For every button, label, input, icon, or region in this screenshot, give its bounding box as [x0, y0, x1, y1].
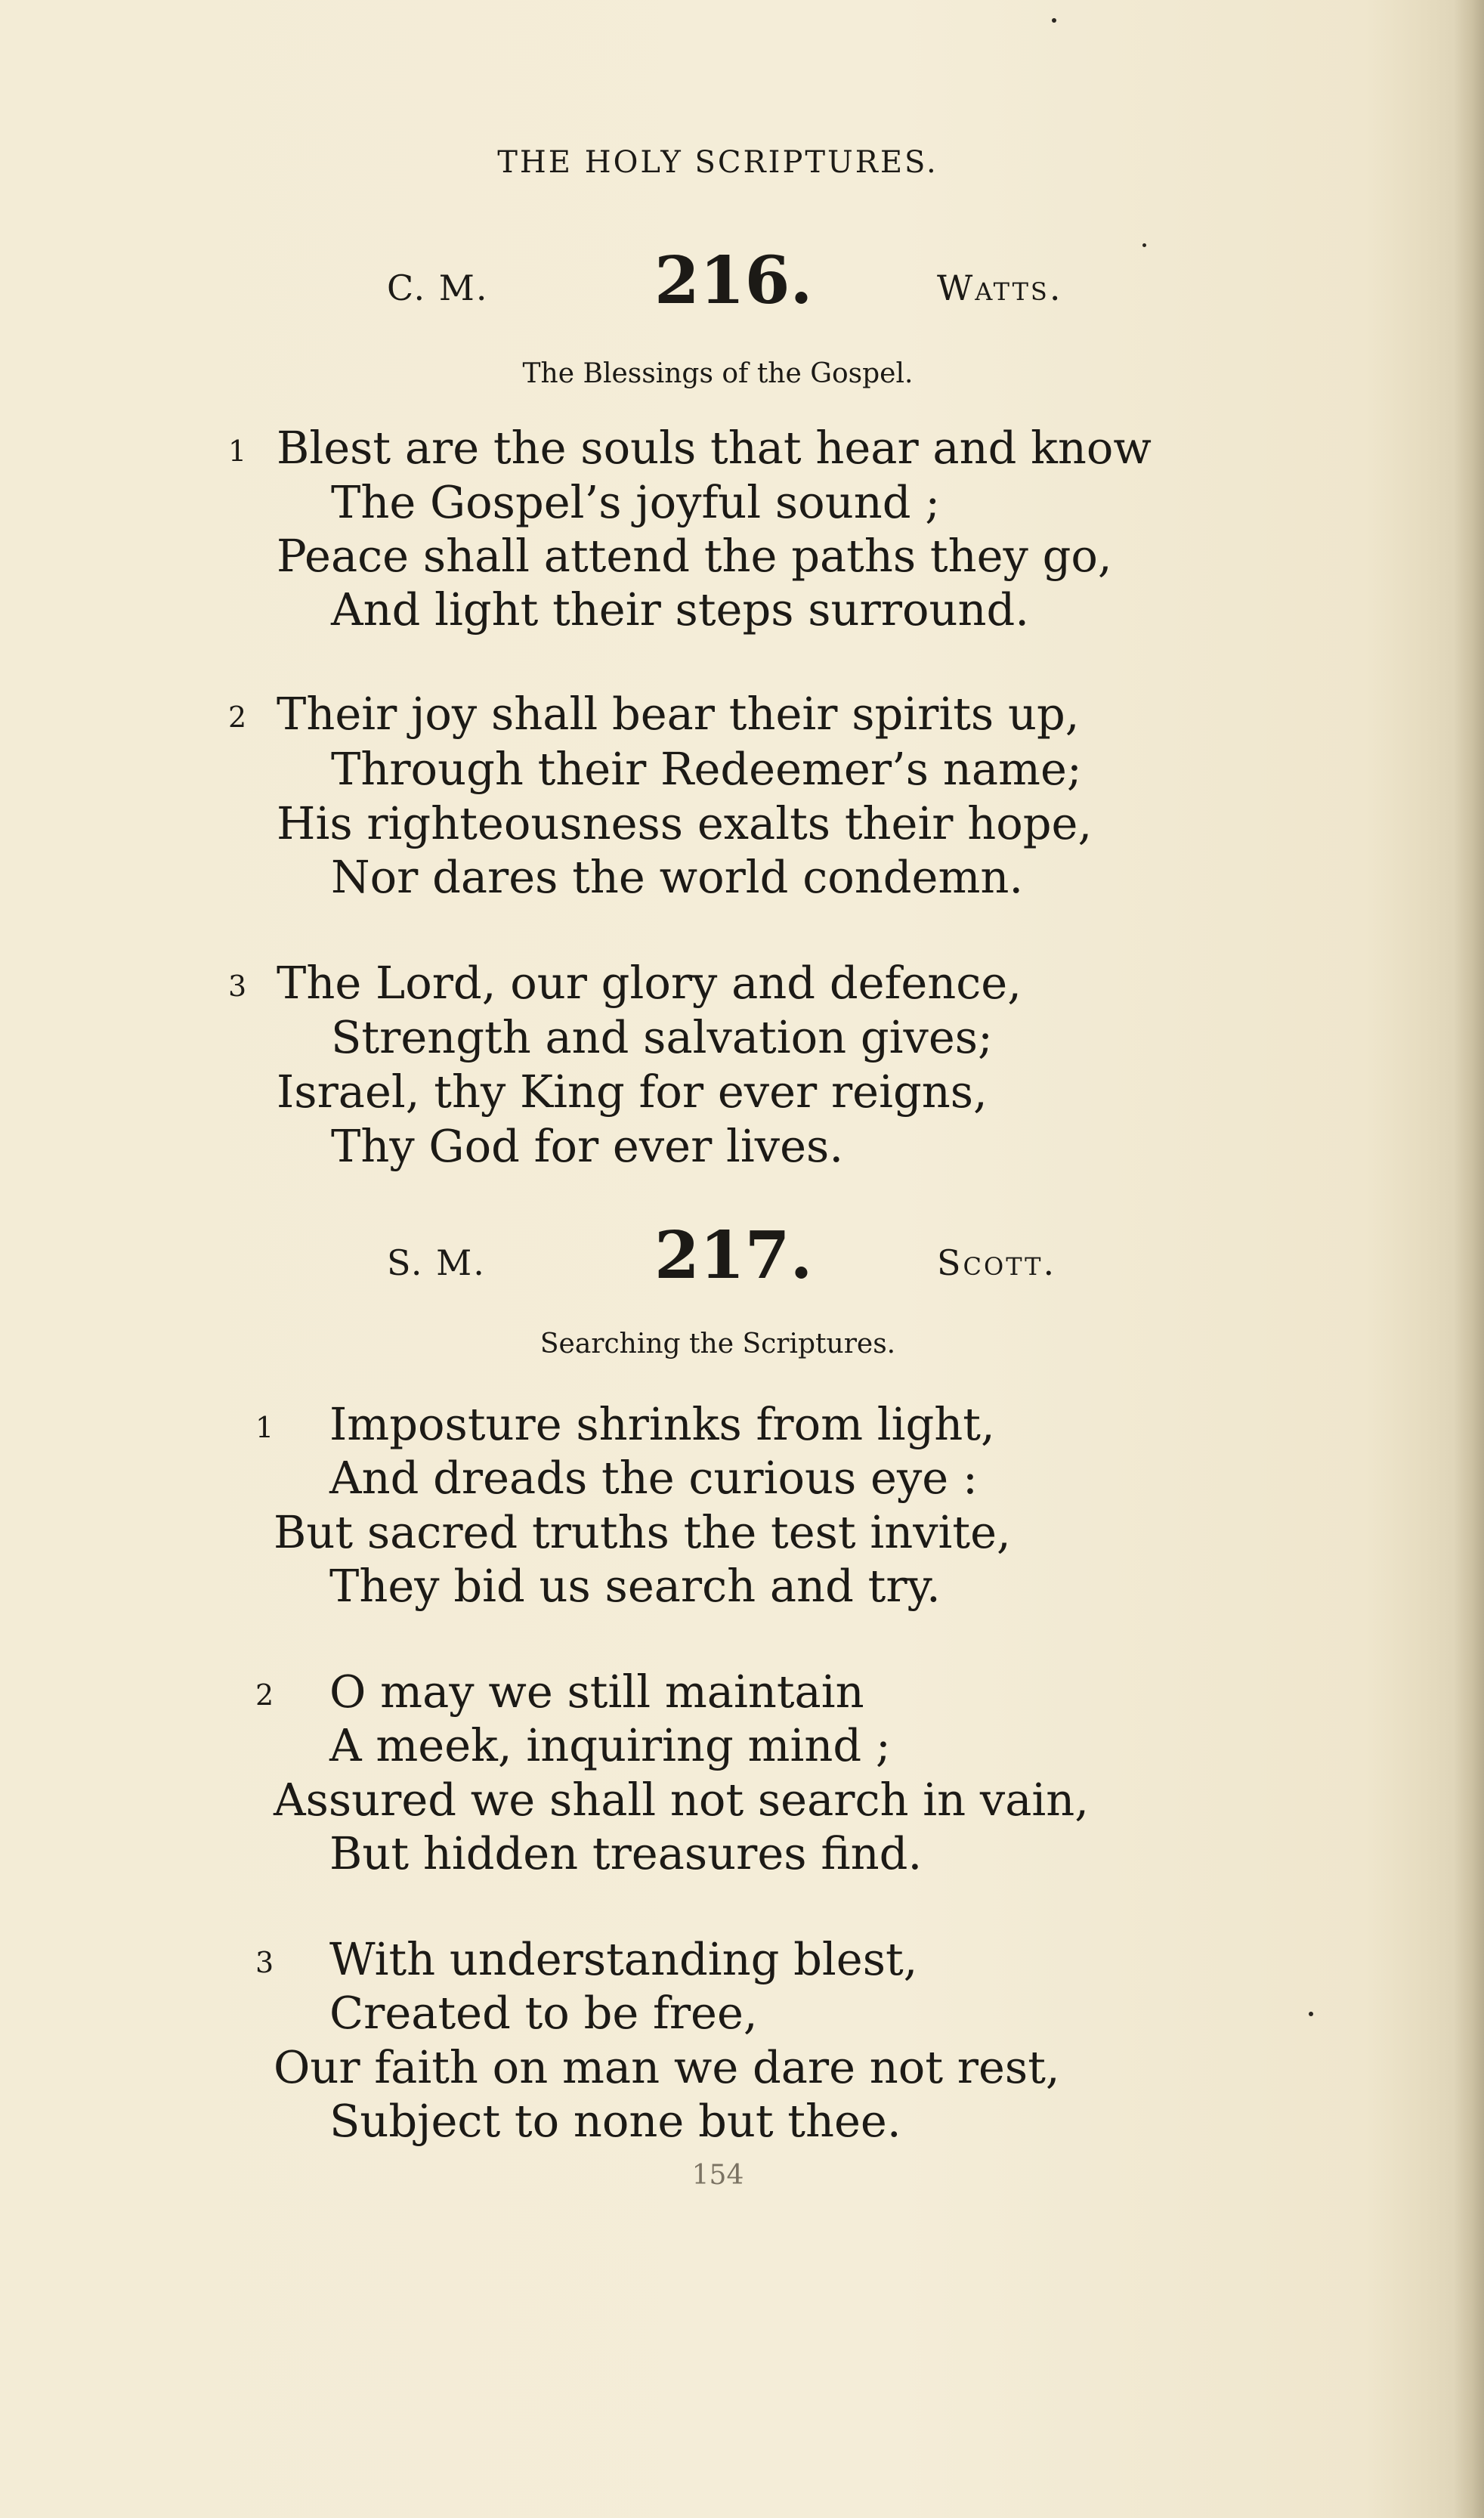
verse-line: O may we still maintain	[329, 1666, 864, 1718]
running-head: THE HOLY SCRIPTURES.	[497, 145, 938, 180]
verse-line: Peace shall attend the paths they go,	[277, 530, 1112, 582]
hymn-author: Watts.	[937, 268, 1063, 308]
ink-speck	[1052, 18, 1056, 23]
verse-line: Imposture shrinks from light,	[329, 1398, 995, 1450]
verse-line: Blest are the souls that hear and know	[277, 422, 1152, 474]
verse-line: With understanding blest,	[329, 1933, 918, 1985]
verse-line: But sacred truths the test invite,	[274, 1506, 1011, 1558]
verse-line: Through their Redeemer’s name;	[331, 743, 1082, 795]
ink-speck	[1142, 243, 1146, 247]
hymn-217-heading	[0, 1218, 1484, 1294]
hymn-subtitle: Searching the Scriptures.	[539, 1329, 896, 1360]
hymn-216-heading	[0, 243, 1484, 319]
hymn-number: 217.	[654, 1217, 813, 1294]
verse-line: The Lord, our glory and defence,	[277, 957, 1022, 1009]
stanza-number: 3	[255, 1946, 274, 1979]
verse-line: Their joy shall bear their spirits up,	[277, 688, 1080, 740]
verse-line: A meek, inquiring mind ;	[329, 1719, 891, 1771]
verse-line: Thy God for ever lives.	[331, 1120, 844, 1172]
hymn-author: Scott.	[937, 1242, 1057, 1283]
ink-speck	[1309, 2012, 1313, 2016]
page-number: 154	[691, 2160, 744, 2191]
verse-line: Subject to none but thee.	[329, 2095, 901, 2147]
verse-line: But hidden treasures find.	[329, 1827, 923, 1879]
stanza-number: 1	[228, 435, 247, 468]
verse-line: Our faith on man we dare not rest,	[274, 2041, 1060, 2093]
hymn-meter: C. M.	[387, 268, 489, 308]
hymn-subtitle: The Blessings of the Gospel.	[522, 358, 914, 389]
verse-line: The Gospel’s joyful sound ;	[331, 476, 941, 528]
verse-line: And dreads the curious eye :	[329, 1452, 978, 1504]
hymn-number: 216.	[654, 243, 813, 319]
stanza-number: 2	[228, 701, 247, 734]
verse-line: His righteousness exalts their hope,	[277, 797, 1093, 849]
verse-line: They bid us search and try.	[329, 1560, 941, 1612]
stanza-number: 3	[228, 970, 247, 1003]
verse-line: Israel, thy King for ever reigns,	[277, 1066, 988, 1118]
stanza-number: 2	[255, 1678, 274, 1712]
hymn-meter: S. M.	[387, 1242, 486, 1283]
stanza-number: 1	[255, 1411, 274, 1444]
verse-line: Assured we shall not search in vain,	[274, 1774, 1090, 1826]
verse-line: And light their steps surround.	[331, 583, 1029, 636]
verse-line: Created to be free,	[329, 1987, 758, 2039]
verse-line: Nor dares the world condemn.	[331, 851, 1024, 903]
verse-line: Strength and salvation gives;	[331, 1011, 993, 1063]
